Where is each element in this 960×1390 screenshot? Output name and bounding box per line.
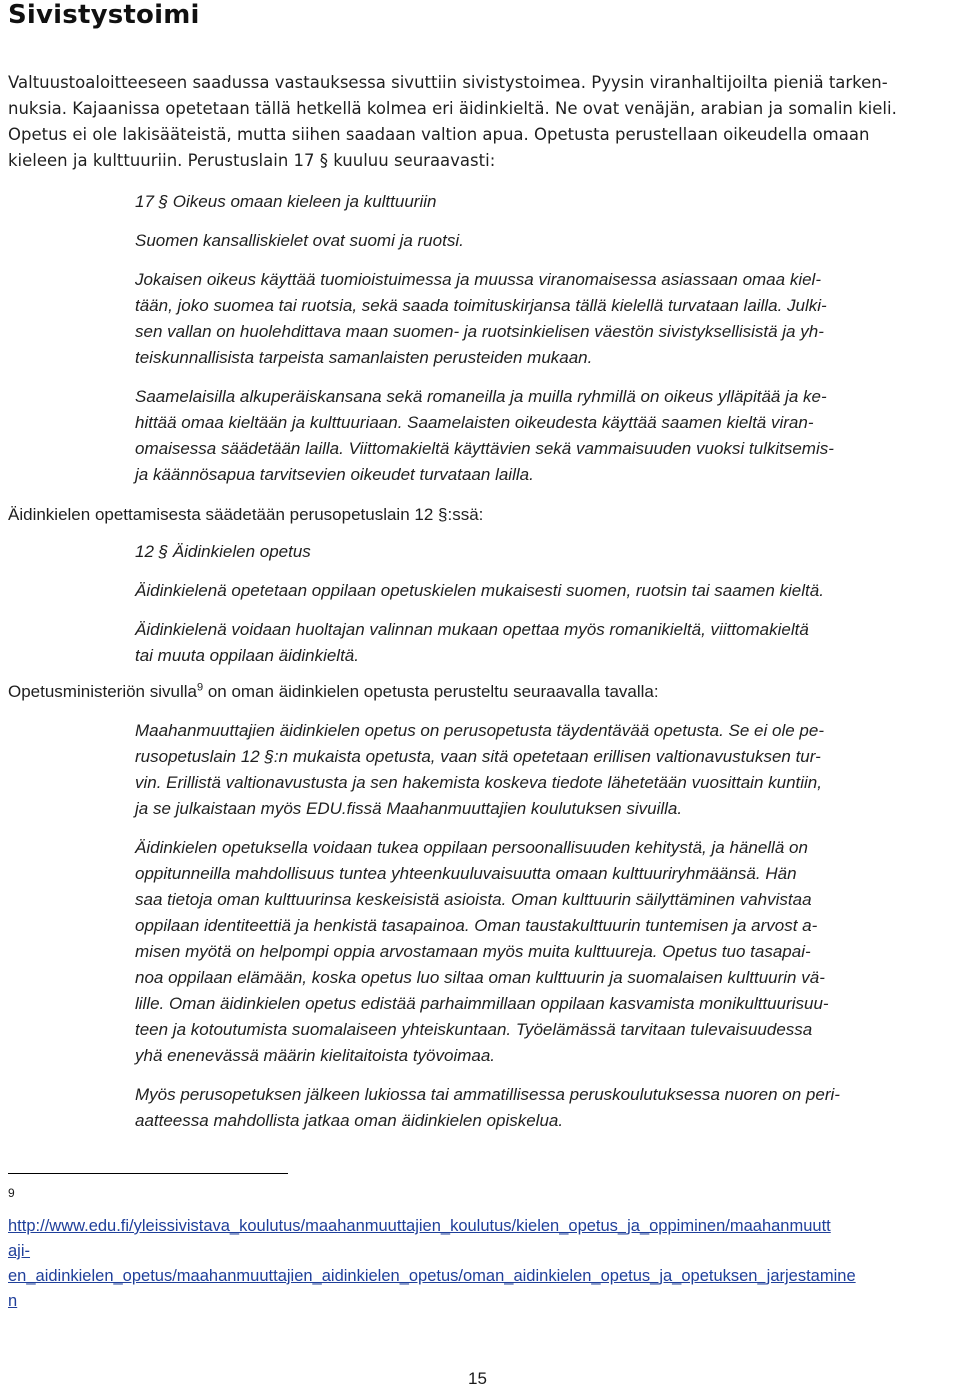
footnote-link-line[interactable]: aji- <box>8 1242 31 1260</box>
footnote-link-line[interactable]: http://www.edu.fi/yleissivistava_koulutus/maahanmuuttajien_koulutus/kielen_opetus_ja_oppiminen/maahanmuutt <box>8 1217 831 1235</box>
ministry-intro-text: Opetusministeriön sivulla <box>8 682 197 701</box>
quote-line: lille. Oman äidinkielen opetus edistää parhaimmillaan oppilaan kasvamista monikulttuurisuu- <box>135 994 829 1013</box>
intro-paragraph <box>8 70 943 174</box>
footnote-link-line[interactable]: n <box>8 1292 18 1310</box>
quote-line: Saamelaisilla alkuperäiskansana sekä romaneilla ja muilla ryhmillä on oikeus ylläpitää ja ke- <box>135 387 827 406</box>
quote-line: saa tietoja oman kulttuurinsa keskeisistä asioista. Oman kulttuurin säilyttäminen vahvistaa <box>135 890 812 909</box>
quote-line: tai muuta oppilaan äidinkieltä. <box>135 646 359 665</box>
ministry-intro-text: on oman äidinkielen opetusta perusteltu seuraavalla tavalla: <box>203 682 659 701</box>
quote-line: ja käännösapua tarvitsevien oikeudet turvataan lailla. <box>135 465 534 484</box>
quote-line: vin. Erillistä valtionavustusta ja sen hakemista koskeva tiedote lähetetään vuosittain kuntiin, <box>135 773 822 792</box>
quote-line: misen myötä on helpompi oppia arvostamaan myös muita kulttuureja. Opetus tuo tasapai- <box>135 942 811 961</box>
quote-line: oppitunneilla mahdollisuus tuntea yhteenkuuluvaisuutta omaan kulttuuriryhmäänsä. Hän <box>135 864 797 883</box>
quote-line: hittää omaa kieltään ja kulttuuriaan. Saamelaisten oikeudesta käyttää saamen kieltä viran- <box>135 413 814 432</box>
quote-line: oppilaan identiteettiä ja henkistä tasapainoa. Oman taustakulttuurin tuntemisen ja arvost a- <box>135 916 818 935</box>
page-number: 15 <box>468 1369 487 1388</box>
page-title: Sivistystoimi <box>8 0 200 30</box>
quote-paragraph <box>135 267 940 371</box>
footnote-link[interactable] <box>8 1214 956 1314</box>
quote-line: aatteessa mahdollista jatkaa oman äidinkielen opiskelua. <box>135 1111 564 1130</box>
quote-line: teen ja kotoutumista suomalaiseen yhteiskuntaan. Työelämässä tarvitaan tulevaisuudessa <box>135 1020 813 1039</box>
footnote-separator <box>8 1173 288 1174</box>
quote-line: omaisessa säädetään lailla. Viittomakieltä käyttävien sekä vammaisuuden vuoksi tulkitsemis- <box>135 439 834 458</box>
ministry-quote <box>135 718 940 1134</box>
quote-line: Jokaisen oikeus käyttää tuomioistuimessa ja muussa viranomaisessa asiassaan omaa kiel- <box>135 270 821 289</box>
quote-line: noa oppilaan elämään, koska opetus luo siltaa oman kulttuurin ja suomalaisen kulttuurin vä- <box>135 968 825 987</box>
basic-education-intro-text: Äidinkielen opettamisesta säädetään perusopetuslain 12 §:ssä: <box>8 505 484 524</box>
intro-line: Valtuustoaloitteeseen saadussa vastauksessa sivuttiin sivistystoimea. Pyysin viranhaltijoilta pieniä tarken- <box>8 73 888 92</box>
intro-line: Opetus ei ole lakisääteistä, mutta siihen saadaan valtion apua. Opetusta perustellaan oikeudella omaan <box>8 125 870 144</box>
intro-line: nuksia. Kajaanissa opetetaan tällä hetkellä kolmea eri äidinkieltä. Ne ovat venäjän, arabian ja somalin kieli. <box>8 99 897 118</box>
basic-education-intro <box>8 502 948 528</box>
basic-education-quote <box>135 539 940 669</box>
quote-line: Myös perusopetuksen jälkeen lukiossa tai ammatillisessa peruskoulutuksessa nuoren on peri- <box>135 1085 840 1104</box>
footnote-number: 9 <box>8 1186 15 1200</box>
quote-line: Äidinkielenä voidaan huoltajan valinnan mukaan opettaa myös romanikieltä, viittomakieltä <box>135 620 809 639</box>
quote-paragraph <box>135 718 940 822</box>
intro-line: kieleen ja kulttuuriin. Perustuslain 17 § kuuluu seuraavasti: <box>8 151 496 170</box>
quote-paragraph <box>135 384 940 488</box>
quote-paragraph: Suomen kansalliskielet ovat suomi ja ruotsi. <box>135 231 464 250</box>
quote-line: Maahanmuuttajien äidinkielen opetus on perusopetusta täydentävää opetusta. Se ei ole pe- <box>135 721 824 740</box>
quote-paragraph <box>135 1082 940 1134</box>
footnote-reference: 9 <box>196 681 204 694</box>
quote-line: teiskunnallisista tarpeista samanlaisten perusteiden mukaan. <box>135 348 593 367</box>
quote-paragraph <box>135 835 940 1069</box>
quote-heading: 17 § Oikeus omaan kieleen ja kulttuuriin <box>135 192 437 211</box>
quote-heading: 12 § Äidinkielen opetus <box>135 542 311 561</box>
footnote-link-line[interactable]: en_aidinkielen_opetus/maahanmuuttajien_aidinkielen_opetus/oman_aidinkielen_opetus_ja_opetuksen_jarjestamine <box>8 1267 856 1285</box>
quote-line: sen vallan on huolehdittava maan suomen- ja ruotsinkielisen väestön sivistyksellisistä ja yh- <box>135 322 824 341</box>
quote-paragraph <box>135 617 940 669</box>
quote-line: ja se julkaistaan myös EDU.fissä Maahanmuuttajien koulutuksen sivuilla. <box>135 799 683 818</box>
quote-line: rusopetuslain 12 §:n mukaista opetusta, vaan sitä opetetaan erillisen valtionavustuksen tur- <box>135 747 821 766</box>
constitution-quote <box>135 189 940 488</box>
quote-line: yhä enenevässä määrin kielitaitoista työvoimaa. <box>135 1046 496 1065</box>
ministry-intro <box>8 679 948 705</box>
quote-line: tään, joko suomea tai ruotsia, sekä saada toimituskirjansa tällä kielellä turvataan lailla. Julki- <box>135 296 827 315</box>
quote-line: Äidinkielen opetuksella voidaan tukea oppilaan persoonallisuuden kehitystä, ja hänellä on <box>135 838 808 857</box>
quote-paragraph: Äidinkielenä opetetaan oppilaan opetuskielen mukaisesti suomen, ruotsin tai saamen kieltä. <box>135 581 824 600</box>
